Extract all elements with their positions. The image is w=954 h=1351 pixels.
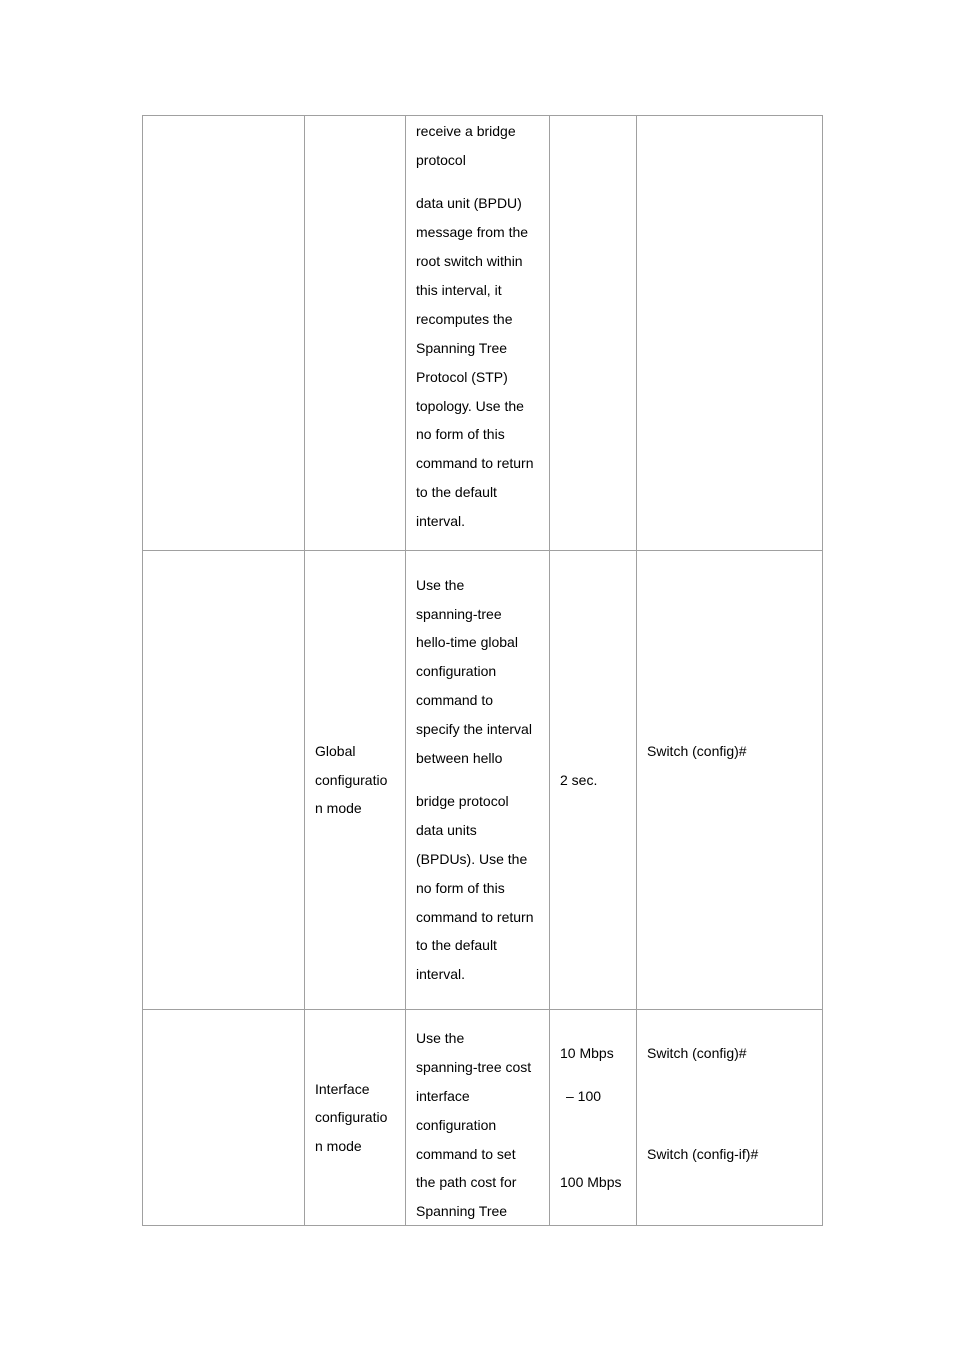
description-line: no form of this <box>416 880 505 896</box>
description-line: between hello <box>416 750 503 766</box>
mode-line: configuratio <box>315 1109 388 1125</box>
description-line: command to return <box>416 909 534 925</box>
prompt-text: Switch (config)# <box>647 743 747 759</box>
column-divider <box>549 116 550 1225</box>
prompt-text: Switch (config-if)# <box>647 1146 759 1162</box>
row-divider <box>143 1009 822 1010</box>
mode-line: n mode <box>315 1138 362 1154</box>
description-line: spanning-tree cost <box>416 1059 532 1075</box>
mode-line: Global <box>315 743 356 759</box>
description-line: spanning-tree <box>416 606 502 622</box>
description-line: Protocol (STP) <box>416 369 508 385</box>
default-value: – 100 <box>566 1088 602 1104</box>
description-line: command to set <box>416 1146 516 1162</box>
description-line: the path cost for <box>416 1174 517 1190</box>
description-line: data units <box>416 822 477 838</box>
description-line: Spanning Tree <box>416 340 508 356</box>
default-value: 10 Mbps <box>560 1045 614 1061</box>
column-divider <box>304 116 305 1225</box>
default-value: 2 sec. <box>560 772 598 788</box>
mode-line: n mode <box>315 800 362 816</box>
description-line: message from the <box>416 224 529 240</box>
description-line: no form of this <box>416 426 505 442</box>
description-line: this interval, it <box>416 282 502 298</box>
description-line: command to <box>416 692 494 708</box>
description-line: protocol <box>416 152 466 168</box>
column-divider <box>405 116 406 1225</box>
description-line: root switch within <box>416 253 523 269</box>
description-line: bridge protocol <box>416 793 509 809</box>
description-line: to the default <box>416 484 497 500</box>
description-line: interval. <box>416 966 466 982</box>
description-line: Use the <box>416 577 465 593</box>
row-divider <box>143 550 822 551</box>
mode-line: configuratio <box>315 772 388 788</box>
description-line: topology. Use the <box>416 398 524 414</box>
description-line: data unit (BPDU) <box>416 195 522 211</box>
description-line: hello-time global <box>416 634 518 650</box>
prompt-text: Switch (config)# <box>647 1045 747 1061</box>
column-divider <box>636 116 637 1225</box>
command-table <box>142 115 823 1226</box>
description-line: (BPDUs). Use the <box>416 851 528 867</box>
description-line: configuration <box>416 663 497 679</box>
description-line: interface <box>416 1088 470 1104</box>
description-line: interval. <box>416 513 466 529</box>
description-line: receive a bridge <box>416 123 516 139</box>
description-line: recomputes the <box>416 311 513 327</box>
default-value: 100 Mbps <box>560 1174 622 1190</box>
description-line: configuration <box>416 1117 497 1133</box>
mode-line: Interface <box>315 1081 370 1097</box>
description-line: command to return <box>416 455 534 471</box>
description-line: Use the <box>416 1030 465 1046</box>
description-line: Spanning Tree <box>416 1203 508 1219</box>
description-line: specify the interval <box>416 721 532 737</box>
description-line: to the default <box>416 937 497 953</box>
